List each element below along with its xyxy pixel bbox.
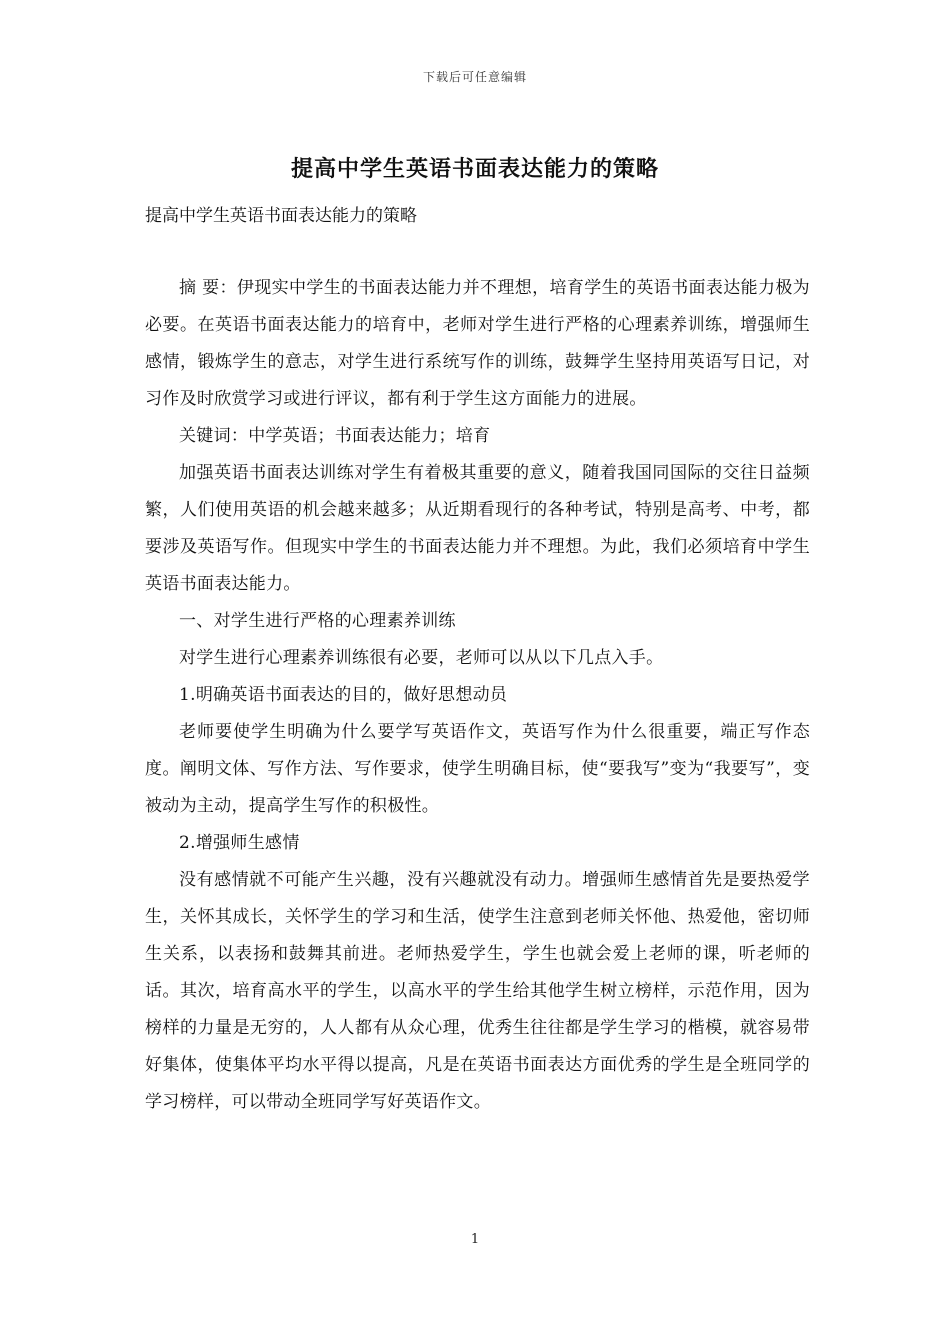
keywords-paragraph: 关键词：中学英语；书面表达能力；培育 [179, 426, 491, 446]
document-subtitle: 提高中学生英语书面表达能力的策略 [145, 206, 417, 226]
subsection-1-paragraph: 老师要使学生明确为什么要学写英语作文，英语写作为什么很重要，端正写作态度。阐明文体、写作方法、写作要求，使学生明确目标，使“要我写”变为“我要写”，变被动为主动，提高学生写作的积极性。 [145, 722, 810, 816]
abstract-paragraph: 摘 要：伊现实中学生的书面表达能力并不理想，培育学生的英语书面表达能力极为必要。在英语书面表达能力的培育中，老师对学生进行严格的心理素养训练，增强师生感情，锻炼学生的意志，对学生进行系统写作的训练，鼓舞学生坚持用英语写日记，对习作及时欣赏学习或进行评议，都有利于学生这方面能力的进展。 [145, 278, 810, 409]
subsection-heading-2: 2.增强师生感情 [179, 833, 300, 853]
document-title: 提高中学生英语书面表达能力的策略 [290, 156, 659, 182]
intro-paragraph: 加强英语书面表达训练对学生有着极其重要的意义，随着我国同国际的交往日益频繁，人们使用英语的机会越来越多；从近期看现行的各种考试，特别是高考、中考，都要涉及英语写作。但现实中学生的书面表达能力并不理想。为此，我们必须培育中学生英语书面表达能力。 [145, 463, 810, 594]
page-number: 1 [470, 1232, 480, 1247]
header-note: 下载后可任意编辑 [422, 70, 527, 84]
subsection-heading-1: 1.明确英语书面表达的目的，做好思想动员 [179, 685, 508, 705]
subsection-2-paragraph: 没有感情就不可能产生兴趣，没有兴趣就没有动力。增强师生感情首先是要热爱学生，关怀其成长，关怀学生的学习和生活，使学生注意到老师关怀他、热爱他，密切师生关系，以表扬和鼓舞其前进。老师热爱学生，学生也就会爱上老师的课，听老师的话。其次，培育高水平的学生，以高水平的学生给其他学生树立榜样，示范作用，因为榜样的力量是无穷的，人人都有从众心理，优秀生往往都是学生学习的楷模，就容易带好集体，使集体平均水平得以提高，凡是在英语书面表达方面优秀的学生是全班同学的学习榜样，可以带动全班同学写好英语作文。 [145, 870, 810, 1112]
document-body [145, 270, 810, 1121]
section-intro-paragraph: 对学生进行心理素养训练很有必要，老师可以从以下几点入手。 [179, 648, 664, 668]
section-heading-1: 一、对学生进行严格的心理素养训练 [179, 611, 456, 631]
